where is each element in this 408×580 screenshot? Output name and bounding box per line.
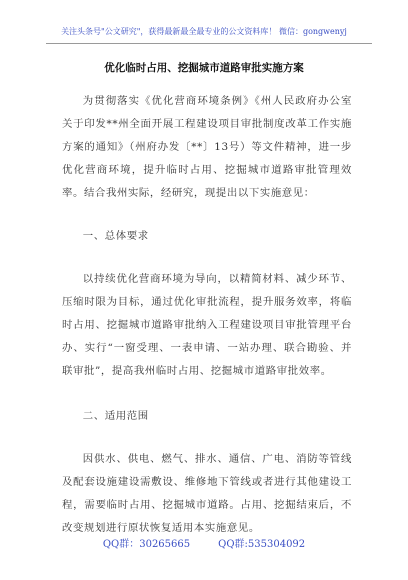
header-banner: 关注头条号"公文研究"，获得最新最全最专业的公文资料库！ 微信：gongwenyj <box>61 27 347 36</box>
page-title: 优化临时占用、挖掘城市道路审批实施方案 <box>104 62 304 74</box>
section-heading-scope: 二、适用范围 <box>82 410 149 422</box>
intro-paragraph: 为贯彻落实《优化营商环境条例》《州人民政府办公室关于印发**州全面开展工程建设项目审批制度改革工作实施方案的通知》（州府办发〔**〕13号）等文件精神，进一步优化营商环境，提升临时占用、挖掘城市道路审批管理效率。结合我州实际，经研究，现提出以下实施意见： <box>62 95 352 199</box>
section-body-general-requirements: 以持续优化营商环境为导向，以精简材料、减少环节、压缩时限为目标，通过优化审批流程，提升服务效率，将临时占用、挖掘城市道路审批纳入工程建设项目审批管理平台办、实行“一窗受理、一表申请、一站办理、联合勘验、并联审批”，提高我州临时占用、挖掘城市道路审批效率。 <box>62 273 352 377</box>
footer-contact <box>0 535 408 550</box>
document-body <box>62 90 352 540</box>
footer-qq-group-2: QQ群:535304092 <box>218 539 306 550</box>
section-heading-general-requirements: 一、总体要求 <box>82 230 149 242</box>
section-body-scope: 因供水、供电、燃气、排水、通信、广电、消防等管线及配套设施建设需敷设、维修地下管线或者进行其他建设工程，需要临时占用、挖掘城市道路。占用、挖掘结束后，不改变规划进行原状恢复适用本实施意见。 <box>62 453 352 534</box>
header-divider <box>46 43 372 44</box>
footer-qq-group-1: QQ群：30265665 <box>102 539 191 550</box>
